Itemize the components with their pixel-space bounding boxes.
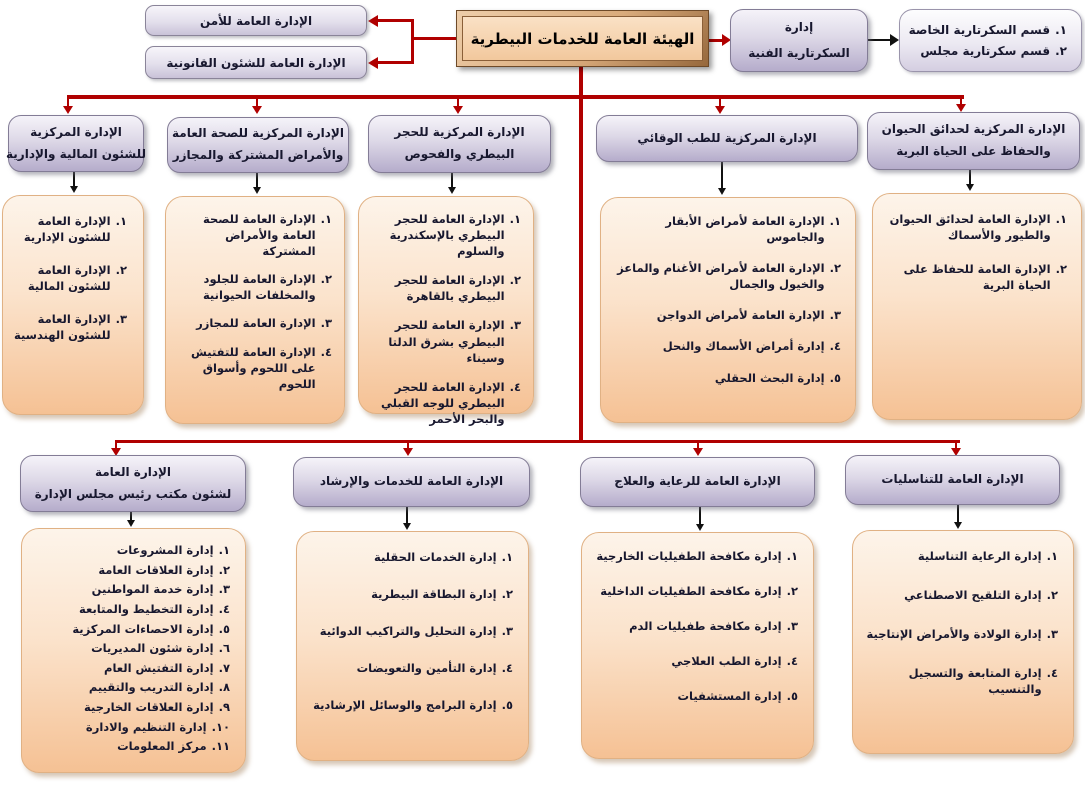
item-text: الإدارة العامة للحجر البيطري بالإسكندرية والسلوم <box>389 212 505 259</box>
list-item <box>305 549 513 565</box>
header-line: والأمراض المشتركة والمجازر <box>172 148 344 162</box>
arrow-down-black-r2-4-icon <box>966 184 974 191</box>
security-dept-label: الإدارة العامة للأمن <box>199 13 313 28</box>
item-text: الإدارة العامة لأمراض الدواجن <box>656 308 825 323</box>
arrow-down-black-r3-2-icon <box>696 524 704 531</box>
item-text: إدارة الرعاية التناسلية <box>917 549 1042 563</box>
item-number: ٣. <box>320 316 332 331</box>
list-item <box>590 618 798 634</box>
connector-drop-r2-2 <box>457 99 459 106</box>
list-item <box>172 344 332 392</box>
list-item <box>861 665 1058 697</box>
list-item <box>30 541 230 560</box>
list-item <box>30 698 230 717</box>
list-item <box>30 561 230 580</box>
list-item <box>172 211 332 259</box>
list-item <box>906 23 1067 37</box>
item-number: ٢. <box>501 587 513 602</box>
arrow-down-r2-4-icon <box>956 104 966 112</box>
list-item <box>30 620 230 639</box>
legal-affairs-dept-label: الإدارة العامة للشئون القانونية <box>166 55 346 70</box>
header-line: للشئون المالية والإدارية <box>6 146 146 161</box>
central-admin-quarantine-header <box>368 115 551 173</box>
item-text: إدارة التخطيط والمتابعة <box>79 601 214 616</box>
general-admin-reproduction-header <box>845 455 1060 505</box>
list-item <box>906 44 1067 58</box>
list-item <box>30 659 230 678</box>
item-text: إدارة العلاقات الخارجية <box>84 700 214 714</box>
item-text: إدارة مكافحة الطفيليات الخارجية <box>596 549 782 563</box>
list-item <box>861 548 1058 564</box>
connector-to-legal <box>378 61 413 64</box>
connector-drop-r2-3 <box>719 99 721 106</box>
list-item <box>365 211 521 259</box>
connector-h2c-r2-1 <box>256 173 258 187</box>
arrow-down-black-r2-3-icon <box>718 188 726 195</box>
item-text: إدارة مكافحة الطفيليات الداخلية <box>600 584 782 599</box>
list-item <box>590 653 798 669</box>
item-text: مركز المعلومات <box>117 739 207 754</box>
item-number: ٢. <box>115 263 127 278</box>
arrow-down-black-r2-2-icon <box>448 187 456 194</box>
header-line: الإدارة المركزية لحدائق الحيوان <box>881 122 1066 137</box>
list-item <box>609 260 841 292</box>
header-line: الإدارة العامة للخدمات والإرشاد <box>319 474 504 489</box>
item-text: الإدارة العامة للشئون المالية <box>27 263 111 294</box>
arrow-left-security-icon <box>368 15 378 27</box>
item-number: ٣. <box>218 582 230 597</box>
item-number: ٧. <box>218 660 230 675</box>
item-number: ١٠. <box>211 719 230 734</box>
list-item <box>30 678 230 697</box>
item-text: إدارة خدمة المواطنين <box>91 582 214 597</box>
item-number: ٣. <box>115 312 127 327</box>
connector-to-security <box>378 19 413 22</box>
list-item <box>609 213 841 245</box>
arrow-down-r2-1-icon <box>252 106 262 114</box>
connector-root-right-stub <box>709 39 722 42</box>
services-extension-departments-list <box>296 531 529 761</box>
item-number: ١. <box>320 212 332 226</box>
header-line: الإدارة المركزية للصحة العامة <box>172 126 344 141</box>
header-line: والحفاظ على الحياة البرية <box>896 144 1051 158</box>
list-item <box>305 623 513 639</box>
header-line: الإدارة المركزية للطب الوقائي <box>637 130 817 145</box>
arrow-down-black-r3-0-icon <box>127 520 135 527</box>
item-number: ١. <box>115 214 127 228</box>
org-root-box <box>456 10 709 67</box>
item-number: ٩. <box>218 700 230 714</box>
item-text: الإدارة العامة لأمراض الأبقار والجاموس <box>665 214 825 245</box>
financial-administrative-departments-list <box>2 195 144 415</box>
security-dept-box <box>145 5 367 36</box>
reproduction-departments-list <box>852 530 1074 754</box>
zoos-wildlife-departments-list <box>872 193 1082 420</box>
item-text: إدارة مكافحة طفيليات الدم <box>629 619 782 634</box>
connector-h2c-r2-3 <box>721 162 723 188</box>
arrow-down-r3-1-icon <box>403 448 413 456</box>
list-item <box>365 317 521 365</box>
arrow-down-r2-3-icon <box>715 106 725 114</box>
item-text: إدارة البرامج والوسائل الإرشادية <box>313 698 497 713</box>
item-text: إدارة التلقيح الاصطناعي <box>904 588 1042 603</box>
general-admin-care-treatment-header <box>580 457 815 507</box>
arrow-down-r2-2-icon <box>453 106 463 114</box>
item-text: إدارة العلاقات العامة <box>98 562 214 577</box>
central-admin-public-health-header <box>167 117 349 173</box>
item-text: إدارة التفتيش العام <box>104 660 214 675</box>
header-line: البيطري والفحوص <box>404 147 515 161</box>
item-number: ١. <box>218 543 230 557</box>
list-item <box>609 338 841 354</box>
list-item <box>172 315 332 331</box>
list-item <box>590 548 798 564</box>
preventive-medicine-departments-list <box>600 197 856 423</box>
item-text: إدارة التنظيم والادارة <box>85 719 207 734</box>
technical-secretariat-line2: السكرتارية الفنية <box>748 45 850 60</box>
arrow-down-black-r3-3-icon <box>954 522 962 529</box>
item-number: ٤. <box>1046 666 1058 681</box>
item-number: ٢. <box>1055 262 1067 277</box>
list-item <box>881 211 1067 243</box>
public-health-departments-list <box>165 196 345 424</box>
item-text: إدارة التدريب والتقييم <box>88 680 214 695</box>
item-text: قسم سكرتارية مجلس <box>920 44 1051 58</box>
general-admin-services-extension-header <box>293 457 530 507</box>
item-text: إدارة التأمين والتعويضات <box>356 661 497 676</box>
item-number: ١. <box>1055 23 1067 37</box>
item-text: إدارة الخدمات الحقلية <box>374 550 497 564</box>
list-item <box>881 261 1067 293</box>
arrow-left-legal-icon <box>368 57 378 69</box>
item-number: ٥. <box>218 621 230 636</box>
list-item <box>9 311 127 343</box>
connector-h2c-r3-1 <box>406 507 408 523</box>
item-text: إدارة المتابعة والتسجيل والتنسيب <box>908 666 1042 697</box>
item-number: ٤. <box>501 661 513 676</box>
list-item <box>172 271 332 303</box>
connector-h2c-r3-3 <box>957 505 959 522</box>
arrow-right-sections-icon <box>890 34 899 46</box>
connector-drop-r2-1 <box>256 99 258 106</box>
list-item <box>30 737 230 756</box>
item-number: ١. <box>829 214 841 228</box>
header-line: لشئون مكتب رئيس مجلس الإدارة <box>34 486 232 501</box>
item-text: الإدارة العامة للحجر البيطري للوجه القبلي والبحر الأحمر <box>380 379 505 426</box>
item-number: ٤. <box>829 339 841 354</box>
connector-h2c-r2-4 <box>969 170 971 184</box>
item-number: ١١. <box>211 739 230 754</box>
item-number: ٢. <box>1046 588 1058 603</box>
header-line: الإدارة العامة <box>94 464 172 479</box>
item-number: ٣. <box>1046 627 1058 642</box>
general-admin-chairman-office-header <box>20 455 246 512</box>
connector-drop-r2-0 <box>67 99 69 106</box>
header-line: الإدارة المركزية <box>30 124 122 139</box>
connector-row2-horizontal <box>67 95 964 99</box>
connector-left-bracket <box>411 19 414 64</box>
item-number: ٢. <box>218 562 230 577</box>
central-admin-preventive-medicine-header <box>596 115 858 162</box>
org-root-inner-panel <box>462 16 703 61</box>
item-text: إدارة المشروعات <box>116 543 214 557</box>
item-number: ٤. <box>786 654 798 669</box>
item-number: ٨. <box>218 680 230 695</box>
item-text: إدارة التحليل والتراكيب الدوائية <box>319 624 497 639</box>
care-treatment-departments-list <box>581 532 814 759</box>
list-item <box>365 379 521 427</box>
connector-secretariat-sections <box>866 39 890 41</box>
item-text: الإدارة العامة لأمراض الأغنام والماعز والخيول والجمال <box>617 261 825 292</box>
item-number: ٤. <box>320 344 332 359</box>
arrow-down-black-r2-0-icon <box>70 186 78 193</box>
chairman-office-departments-list <box>21 528 246 773</box>
connector-h2c-r2-2 <box>451 173 453 187</box>
technical-secretariat-line1: إدارة <box>784 20 814 35</box>
connector-main-vertical <box>579 67 583 443</box>
item-text: الإدارة العامة للجلود والمخلفات الحيوانية <box>202 272 316 303</box>
connector-h2c-r3-2 <box>699 507 701 524</box>
item-number: ٣. <box>829 308 841 323</box>
item-text: الإدارة العامة للحجر البيطري بالقاهرة <box>394 273 505 304</box>
item-text: الإدارة العامة للشئون الإدارية <box>23 214 111 245</box>
item-text: إدارة الاحصاءات المركزية <box>72 621 214 636</box>
item-number: ٣. <box>786 619 798 634</box>
connector-h2c-r2-0 <box>73 172 75 186</box>
list-item <box>30 639 230 658</box>
secretariat-sections-box <box>899 9 1082 72</box>
item-number: ٤. <box>218 601 230 616</box>
item-number: ٦. <box>218 641 230 656</box>
arrow-down-r2-0-icon <box>63 106 73 114</box>
connector-row3-horizontal <box>115 440 960 443</box>
item-number: ٥. <box>829 370 841 385</box>
item-number: ٥. <box>501 698 513 713</box>
item-number: ٢. <box>1055 44 1067 58</box>
item-text: الإدارة العامة للحجر البيطري بشرق الدلتا وسيناء <box>388 318 505 365</box>
list-item <box>30 580 230 599</box>
arrow-down-black-r3-1-icon <box>403 523 411 530</box>
item-text: قسم السكرتارية الخاصة <box>908 23 1051 37</box>
item-text: إدارة الطب العلاجي <box>671 654 782 669</box>
legal-affairs-dept-box <box>145 46 367 79</box>
list-item <box>9 262 127 294</box>
list-item <box>590 688 798 704</box>
item-number: ٤. <box>509 379 521 394</box>
arrow-down-black-r2-1-icon <box>253 187 261 194</box>
item-number: ١. <box>501 550 513 564</box>
central-admin-zoos-wildlife-header <box>867 112 1080 170</box>
list-item <box>609 370 841 386</box>
list-item <box>30 600 230 619</box>
item-text: إدارة البحث الحقلي <box>714 370 825 385</box>
central-admin-financial-administrative-header <box>8 115 144 172</box>
connector-root-left-stub <box>411 37 456 40</box>
item-number: ٥. <box>786 689 798 704</box>
list-item <box>305 660 513 676</box>
org-title: الهيئة العامة للخدمات البيطرية <box>470 29 695 48</box>
item-text: الإدارة العامة للحفاظ على الحياة البرية <box>903 262 1051 293</box>
item-number: ١. <box>1046 549 1058 563</box>
item-text: الإدارة العامة للصحة العامة والأمراض المشتركة <box>203 212 316 259</box>
item-number: ١. <box>786 549 798 563</box>
list-item <box>30 718 230 737</box>
item-text: الإدارة العامة لحدائق الحيوان والطيور والأسماك <box>889 212 1051 243</box>
list-item <box>9 213 127 245</box>
item-text: الإدارة العامة للمجازر <box>196 316 316 331</box>
item-text: إدارة أمراض الأسماك والنحل <box>662 339 825 354</box>
quarantine-departments-list <box>358 196 534 426</box>
item-number: ٣. <box>501 624 513 639</box>
item-number: ٢. <box>829 261 841 276</box>
header-line: الإدارة المركزية للحجر <box>394 125 525 140</box>
item-text: إدارة المستشفيات <box>677 689 782 704</box>
header-line: الإدارة العامة للتناسليات <box>881 472 1024 487</box>
list-item <box>365 272 521 304</box>
item-text: إدارة شئون المديريات <box>91 641 214 656</box>
item-number: ١. <box>509 212 521 226</box>
item-text: الإدارة العامة للتفتيش على اللحوم وأسواق اللحوم <box>191 344 316 391</box>
item-number: ٢. <box>509 273 521 288</box>
list-item <box>861 626 1058 642</box>
list-item <box>861 587 1058 603</box>
header-line: الإدارة العامة للرعاية والعلاج <box>614 474 781 489</box>
list-item <box>590 583 798 599</box>
item-text: الإدارة العامة للشئون الهندسية <box>13 312 111 343</box>
connector-h2c-r3-0 <box>130 512 132 520</box>
arrow-down-r3-2-icon <box>693 448 703 456</box>
item-number: ١. <box>1055 212 1067 226</box>
technical-secretariat-box <box>730 9 868 72</box>
item-number: ٣. <box>509 318 521 333</box>
list-item <box>609 307 841 323</box>
item-text: إدارة البطاقة البيطرية <box>371 587 497 602</box>
list-item <box>305 697 513 713</box>
list-item <box>305 586 513 602</box>
item-text: إدارة الولادة والأمراض الإنتاجية <box>866 627 1042 642</box>
item-number: ٢. <box>320 272 332 287</box>
item-number: ٢. <box>786 584 798 599</box>
